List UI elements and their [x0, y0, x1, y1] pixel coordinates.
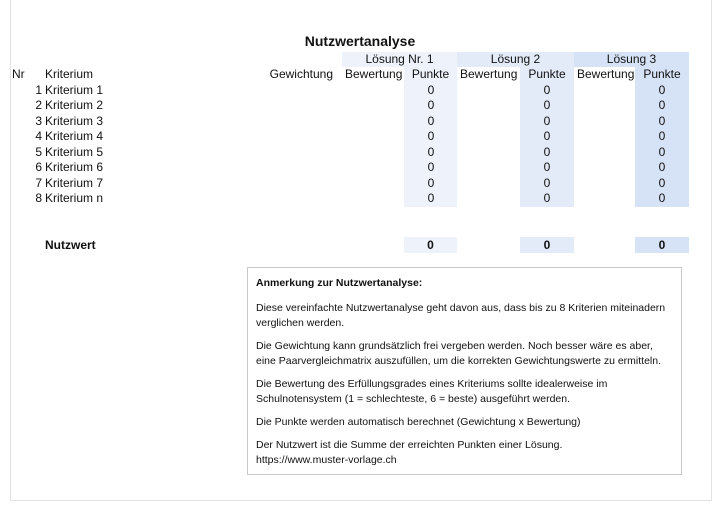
row-nr: 2: [35, 98, 42, 112]
header-bewertung-2: Bewertung: [460, 67, 518, 81]
annotation-title: Anmerkung zur Nutzwertanalyse:: [256, 277, 423, 289]
row-kriterium[interactable]: Kriterium 3: [45, 114, 104, 128]
row-kriterium[interactable]: Kriterium 2: [45, 98, 104, 112]
annotation-paragraph: Diese vereinfachte Nutzwertanalyse geht davon aus, dass bis zu 8 Kriterien miteinadern verglichen werden.: [256, 302, 666, 329]
table-row: [0, 98, 720, 113]
table-row: [0, 176, 720, 191]
header-bewertung-1: Bewertung: [345, 67, 403, 81]
row-kriterium[interactable]: Kriterium 5: [45, 145, 104, 159]
row-punkte-3: 0: [658, 98, 666, 112]
nutzwert-value-3: 0: [658, 238, 666, 252]
table-row: [0, 129, 720, 144]
annotation-url[interactable]: https://www.muster-vorlage.ch: [256, 454, 397, 466]
row-punkte-1: 0: [427, 191, 435, 205]
row-punkte-2: 0: [543, 160, 551, 174]
annotation-box: [247, 267, 682, 475]
row-punkte-2: 0: [543, 145, 551, 159]
row-punkte-2: 0: [543, 176, 551, 190]
annotation-paragraph: Die Punkte werden automatisch berechnet (Gewichtung x Bewertung): [256, 416, 581, 428]
row-punkte-1: 0: [427, 176, 435, 190]
annotation-paragraph: Die Gewichtung kann grundsätzlich frei vergeben werden. Noch besser wäre es aber, eine Paarvergleichmatrix auszufüllen, um die korrekten Gewichtungswerte zu ermitteln.: [256, 340, 662, 367]
row-punkte-1: 0: [427, 145, 435, 159]
annotation-paragraph: Der Nutzwert ist die Summe der erreichten Punkten einer Lösung.: [256, 439, 563, 451]
row-punkte-2: 0: [543, 83, 551, 97]
row-punkte-3: 0: [658, 191, 666, 205]
row-punkte-2: 0: [543, 191, 551, 205]
annotation-paragraph: Die Bewertung des Erfüllungsgrades eines Kriteriums sollte idealerweise im Schulnotensystem (1 = schlechteste, 6 = beste) ausgeführt werden.: [256, 378, 608, 405]
header-bewertung-3: Bewertung: [577, 67, 635, 81]
header-punkte-1: Punkte: [411, 67, 450, 81]
row-kriterium[interactable]: Kriterium n: [45, 191, 104, 205]
row-punkte-1: 0: [427, 83, 435, 97]
row-nr: 5: [35, 145, 42, 159]
header-kriterium: Kriterium: [45, 67, 94, 81]
row-punkte-3: 0: [658, 114, 666, 128]
row-punkte-2: 0: [543, 98, 551, 112]
row-punkte-2: 0: [543, 129, 551, 143]
table-row: [0, 191, 720, 206]
row-punkte-1: 0: [427, 129, 435, 143]
row-nr: 7: [35, 176, 42, 190]
row-punkte-3: 0: [658, 176, 666, 190]
row-kriterium[interactable]: Kriterium 1: [45, 83, 104, 97]
nutzwert-value-2: 0: [543, 238, 551, 252]
header-loesung3: Lösung 3: [606, 52, 657, 66]
row-punkte-3: 0: [658, 160, 666, 174]
table-row: [0, 160, 720, 175]
header-loesung2: Lösung 2: [490, 52, 541, 66]
row-punkte-3: 0: [658, 129, 666, 143]
row-punkte-1: 0: [427, 114, 435, 128]
table-row: [0, 114, 720, 129]
row-punkte-3: 0: [658, 145, 666, 159]
page-title: Nutzwertanalyse: [304, 33, 416, 49]
row-punkte-2: 0: [543, 114, 551, 128]
table-row: [0, 83, 720, 98]
row-punkte-1: 0: [427, 160, 435, 174]
row-nr: 3: [35, 114, 42, 128]
header-nr: Nr: [12, 67, 25, 81]
nutzwert-value-1: 0: [427, 238, 434, 252]
row-kriterium[interactable]: Kriterium 4: [45, 129, 104, 143]
header-gewichtung: Gewichtung: [269, 67, 333, 81]
row-kriterium[interactable]: Kriterium 6: [45, 160, 104, 174]
row-nr: 6: [35, 160, 42, 174]
row-nr: 8: [35, 191, 42, 205]
header-punkte-2: Punkte: [528, 67, 566, 81]
row-punkte-1: 0: [427, 98, 435, 112]
row-kriterium[interactable]: Kriterium 7: [45, 176, 104, 190]
row-nr: 1: [35, 83, 42, 97]
table-row: [0, 145, 720, 160]
header-loesung1: Lösung Nr. 1: [365, 52, 434, 66]
row-punkte-3: 0: [658, 83, 666, 97]
nutzwert-label: Nutzwert: [45, 238, 96, 252]
header-punkte-3: Punkte: [643, 67, 681, 81]
row-nr: 4: [35, 129, 42, 143]
